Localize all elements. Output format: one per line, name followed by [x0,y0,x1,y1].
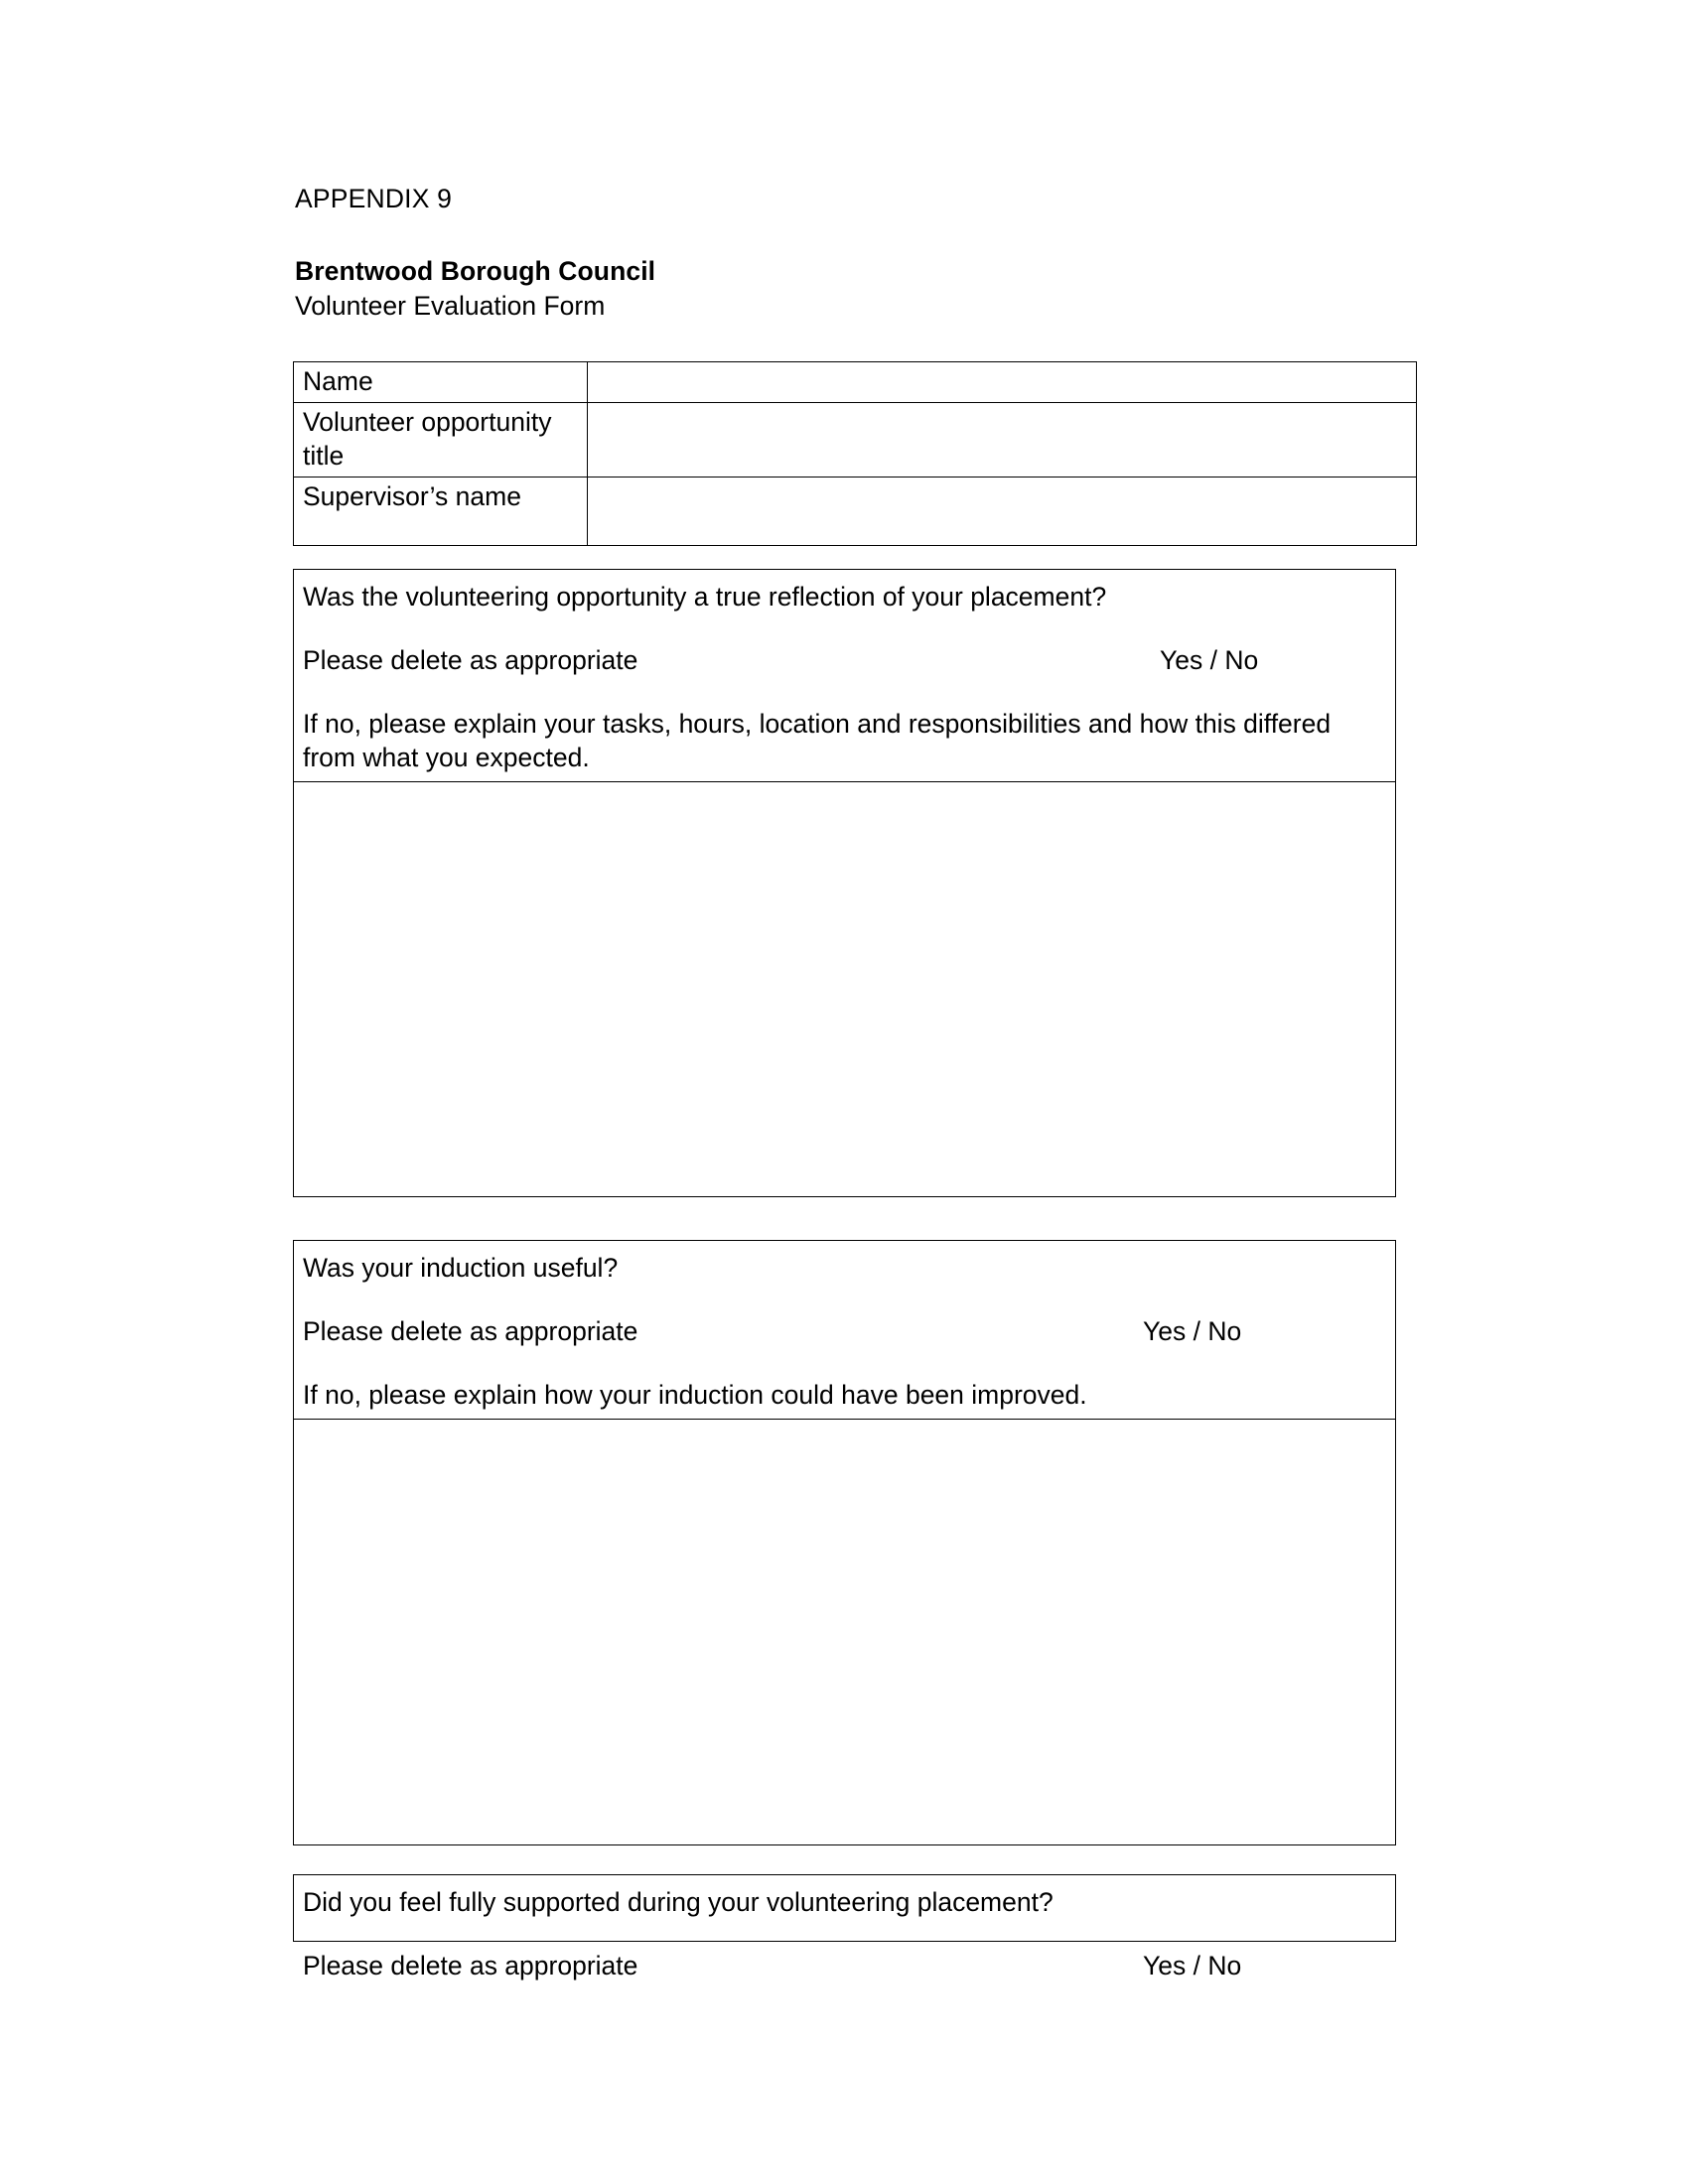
organisation-title: Brentwood Borough Council [295,256,656,286]
question-block-3 [293,1874,1396,1981]
question-2-instruction-row [303,1314,1386,1348]
question-3-text: Did you feel fully supported during your volunteering placement? [303,1887,1054,1917]
question-1-text: Was the volunteering opportunity a true reflection of your placement? [303,582,1107,612]
question-3-header [294,1875,1395,1983]
info-label-opportunity-title: Volunteer opportunity title [294,402,588,477]
question-block-2 [293,1240,1396,1845]
form-title: Volunteer Evaluation Form [295,291,606,321]
question-1-answer-area[interactable] [294,782,1395,1176]
question-2-instruction: Please delete as appropriate [303,1316,638,1347]
volunteer-info-table [293,361,1417,546]
question-2-text: Was your induction useful? [303,1253,619,1283]
table-row [294,362,1417,403]
question-1-header [294,570,1395,782]
table-row [294,477,1417,545]
info-label-supervisor-name: Supervisor’s name [294,477,588,545]
question-3-instruction: Please delete as appropriate [303,1951,638,1981]
question-1-instruction-row [303,643,1386,677]
question-3-instruction-row [303,1949,1386,1982]
question-1-followup: If no, please explain your tasks, hours, location and responsibilities and how this differed from what you expected. [303,708,1332,772]
question-3-options[interactable]: Yes / No [1143,1951,1242,1981]
table-row [294,402,1417,477]
question-2-answer-area[interactable] [294,1420,1395,1854]
appendix-label: APPENDIX 9 [295,184,453,213]
question-block-1 [293,569,1396,1197]
question-2-options[interactable]: Yes / No [1143,1316,1242,1347]
question-1-options[interactable]: Yes / No [1160,645,1259,676]
info-value-name[interactable] [588,362,1417,403]
question-2-header [294,1241,1395,1420]
info-value-supervisor-name[interactable] [588,477,1417,545]
info-value-opportunity-title[interactable] [588,402,1417,477]
question-2-followup: If no, please explain how your induction could have been improved. [303,1379,1087,1410]
question-1-instruction: Please delete as appropriate [303,645,638,676]
info-label-name: Name [294,362,588,403]
